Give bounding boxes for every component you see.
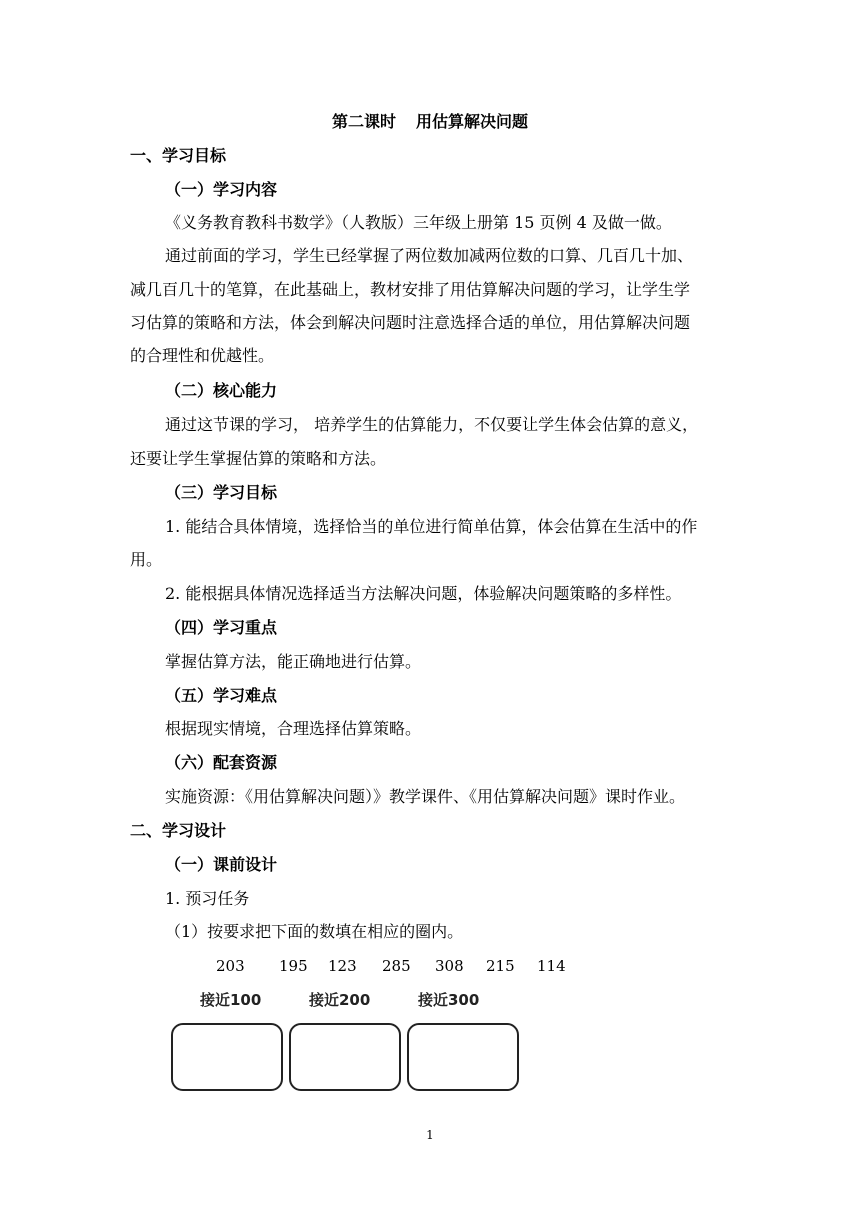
paragraph-line: 习估算的策略和方法，体会到解决问题时注意选择合适的单位，用估算解决问题 <box>130 313 691 332</box>
section-heading-objectives: 一、学习目标 <box>130 146 227 165</box>
box-label-near-300: 接近300 <box>418 991 480 1009</box>
paragraph-line: 掌握估算方法，能正确地进行估算。 <box>165 652 422 671</box>
paragraph-line: 还要让学生掌握估算的策略和方法。 <box>130 449 387 468</box>
paragraph-line: 《义务教育教科书数学》（人教版）三年级上册第 15 页例 4 及做一做。 <box>165 213 672 232</box>
paragraph-line: 1. 能结合具体情境，选择恰当的单位进行简单估算，体会估算在生活中的作 <box>165 517 698 536</box>
subheading-difficulty: （五）学习难点 <box>165 686 278 705</box>
box-label-near-200: 接近200 <box>309 991 371 1009</box>
subheading-core-ability: （二）核心能力 <box>165 381 278 400</box>
paragraph-line: 1. 预习任务 <box>165 889 250 908</box>
subheading-content: （一）学习内容 <box>165 180 278 199</box>
paragraph-line: 减几百几十的笔算，在此基础上，教材安排了用估算解决问题的学习，让学生学 <box>130 280 691 299</box>
paragraph-line: 的合理性和优越性。 <box>130 346 275 365</box>
subheading-learning-goals: （三）学习目标 <box>165 483 278 502</box>
number-item: 285 <box>382 957 411 975</box>
lesson-title-part2: 用估算解决问题 <box>416 112 529 131</box>
number-item: 203 <box>216 957 245 975</box>
answer-box-near-100[interactable] <box>171 1023 283 1091</box>
subheading-pre-class: （一）课前设计 <box>165 855 278 874</box>
subheading-resources: （六）配套资源 <box>165 753 278 772</box>
paragraph-line: 通过前面的学习，学生已经掌握了两位数加减两位数的口算、几百几十加、 <box>165 246 694 265</box>
paragraph-line: （1）按要求把下面的数填在相应的圈内。 <box>165 922 464 941</box>
number-item: 308 <box>435 957 464 975</box>
paragraph-line: 用。 <box>130 550 163 569</box>
answer-box-near-300[interactable] <box>407 1023 519 1091</box>
paragraph-line: 2. 能根据具体情况选择适当方法解决问题，体验解决问题策略的多样性。 <box>165 584 682 603</box>
paragraph-line: 通过这节课的学习， 培养学生的估算能力，不仅要让学生体会估算的意义， <box>165 415 699 434</box>
lesson-title <box>0 112 860 132</box>
section-heading-design: 二、学习设计 <box>130 821 227 840</box>
subheading-key-point: （四）学习重点 <box>165 618 278 637</box>
lesson-title-part1: 第二课时 <box>331 112 396 131</box>
number-item: 114 <box>537 957 566 975</box>
answer-box-near-200[interactable] <box>289 1023 401 1091</box>
paragraph-line: 实施资源：《用估算解决问题）》教学课件、《用估算解决问题》课时作业。 <box>165 787 686 806</box>
number-item: 123 <box>328 957 357 975</box>
number-item: 195 <box>279 957 308 975</box>
page-number: 1 <box>426 1128 434 1142</box>
paragraph-line: 根据现实情境，合理选择估算策略。 <box>165 719 422 738</box>
number-item: 215 <box>486 957 515 975</box>
box-label-near-100: 接近100 <box>200 991 262 1009</box>
